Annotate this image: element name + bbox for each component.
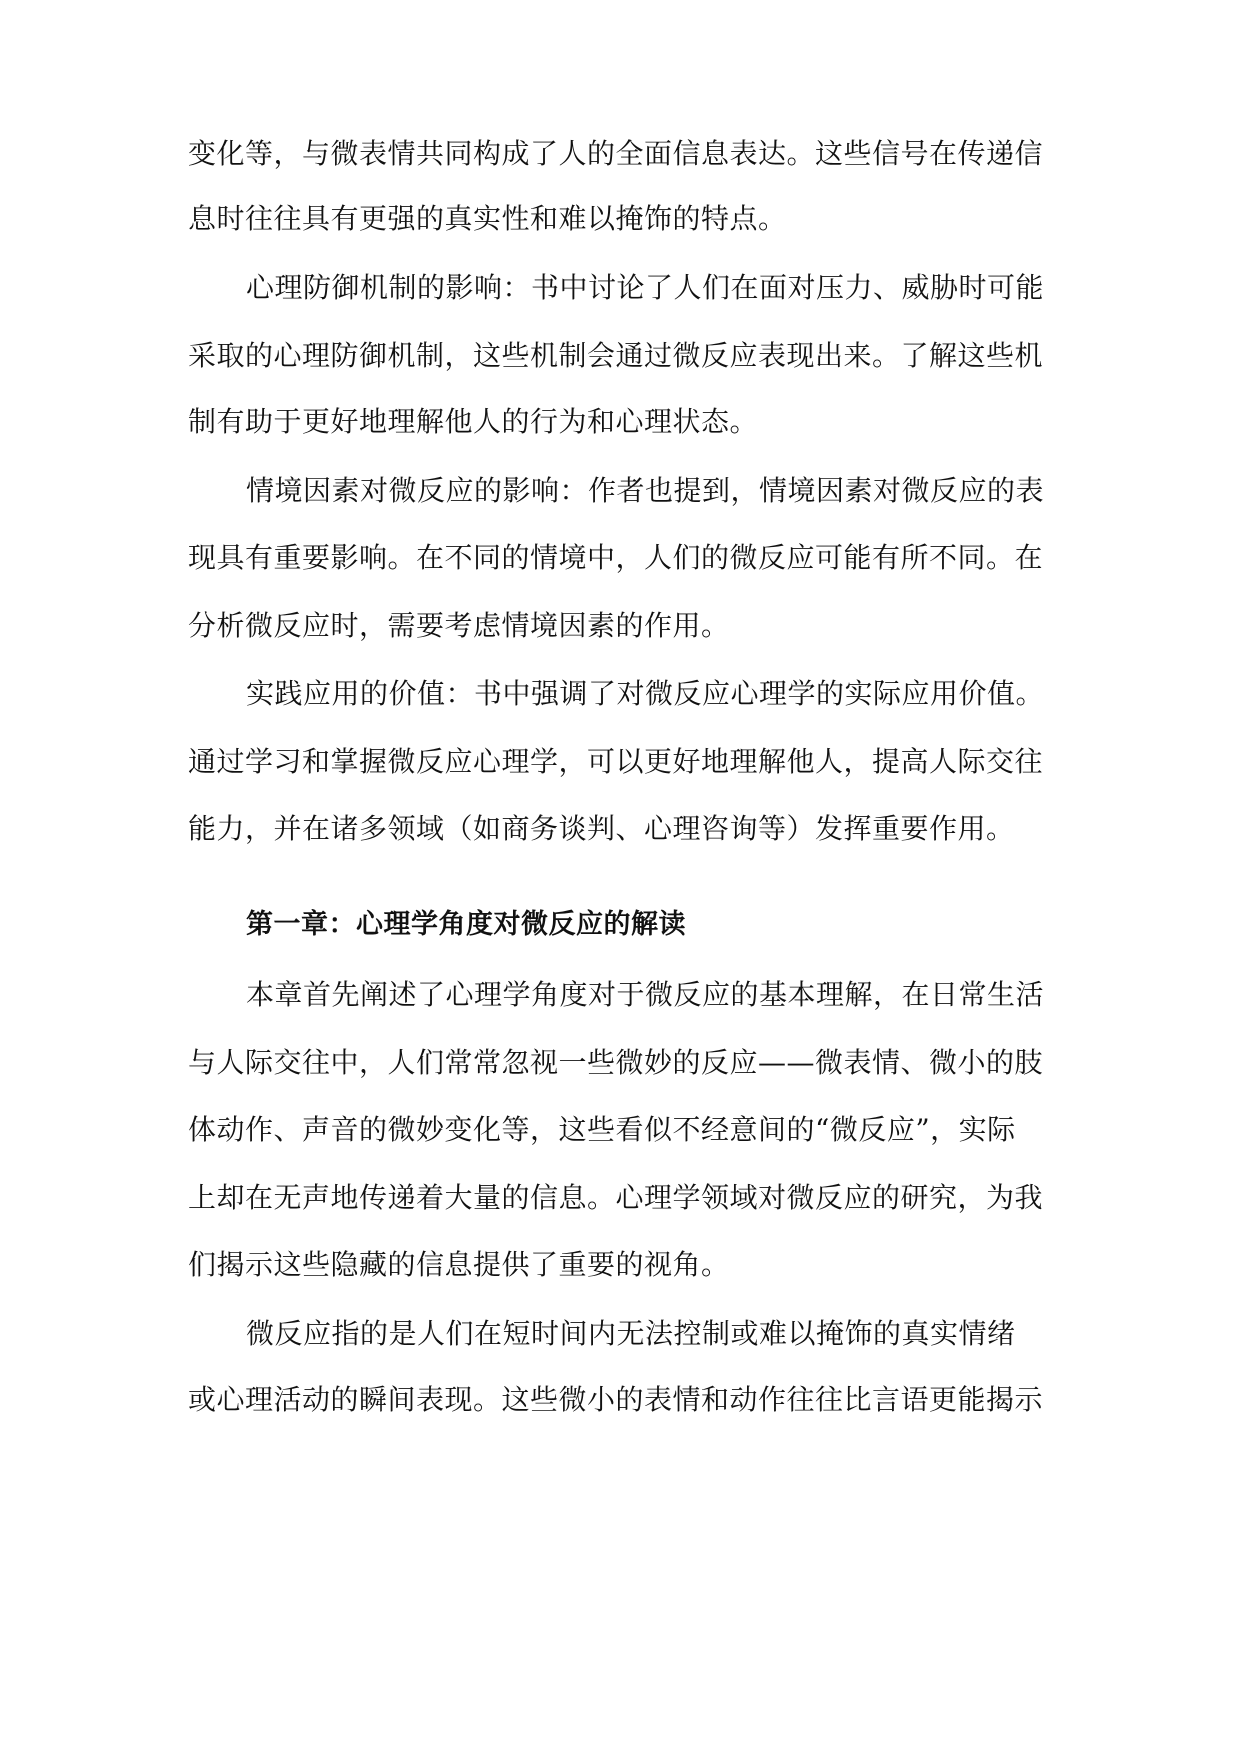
- text-line: 与人际交往中，人们常常忽视一些微妙的反应——微表情、微小的肢: [188, 1046, 1044, 1079]
- text-line: 变化等，与微表情共同构成了人的全面信息表达。这些信号在传递信: [188, 137, 1044, 170]
- text-line: 或心理活动的瞬间表现。这些微小的表情和动作往往比言语更能揭示: [188, 1383, 1044, 1416]
- text-line: 通过学习和掌握微反应心理学，可以更好地理解他人，提高人际交往: [188, 745, 1044, 778]
- text-line: 息时往往具有更强的真实性和难以掩饰的特点。: [188, 202, 787, 235]
- text-line: 分析微反应时，需要考虑情境因素的作用。: [188, 609, 730, 642]
- chapter-heading: 第一章：心理学角度对微反应的解读: [246, 909, 686, 940]
- paragraph-start: 本章首先阐述了心理学角度对于微反应的基本理解，在日常生活: [246, 978, 1045, 1011]
- paragraph-start: 情境因素对微反应的影响：作者也提到，情境因素对微反应的表: [246, 474, 1045, 507]
- paragraph-start: 微反应指的是人们在短时间内无法控制或难以掩饰的真实情绪: [246, 1317, 1016, 1350]
- paragraph-start: 心理防御机制的影响：书中讨论了人们在面对压力、威胁时可能: [246, 271, 1045, 304]
- text-line: 上却在无声地传递着大量的信息。心理学领域对微反应的研究，为我: [188, 1181, 1044, 1214]
- text-line: 制有助于更好地理解他人的行为和心理状态。: [188, 405, 759, 438]
- text-line: 们揭示这些隐藏的信息提供了重要的视角。: [188, 1248, 730, 1281]
- paragraph-start: 实践应用的价值：书中强调了对微反应心理学的实际应用价值。: [246, 677, 1045, 710]
- text-line: 体动作、声音的微妙变化等，这些看似不经意间的“微反应”，实际: [188, 1113, 1016, 1146]
- text-line: 采取的心理防御机制，这些机制会通过微反应表现出来。了解这些机: [188, 339, 1044, 372]
- text-line: 现具有重要影响。在不同的情境中，人们的微反应可能有所不同。在: [188, 541, 1044, 574]
- text-line: 能力，并在诸多领域（如商务谈判、心理咨询等）发挥重要作用。: [188, 812, 1015, 845]
